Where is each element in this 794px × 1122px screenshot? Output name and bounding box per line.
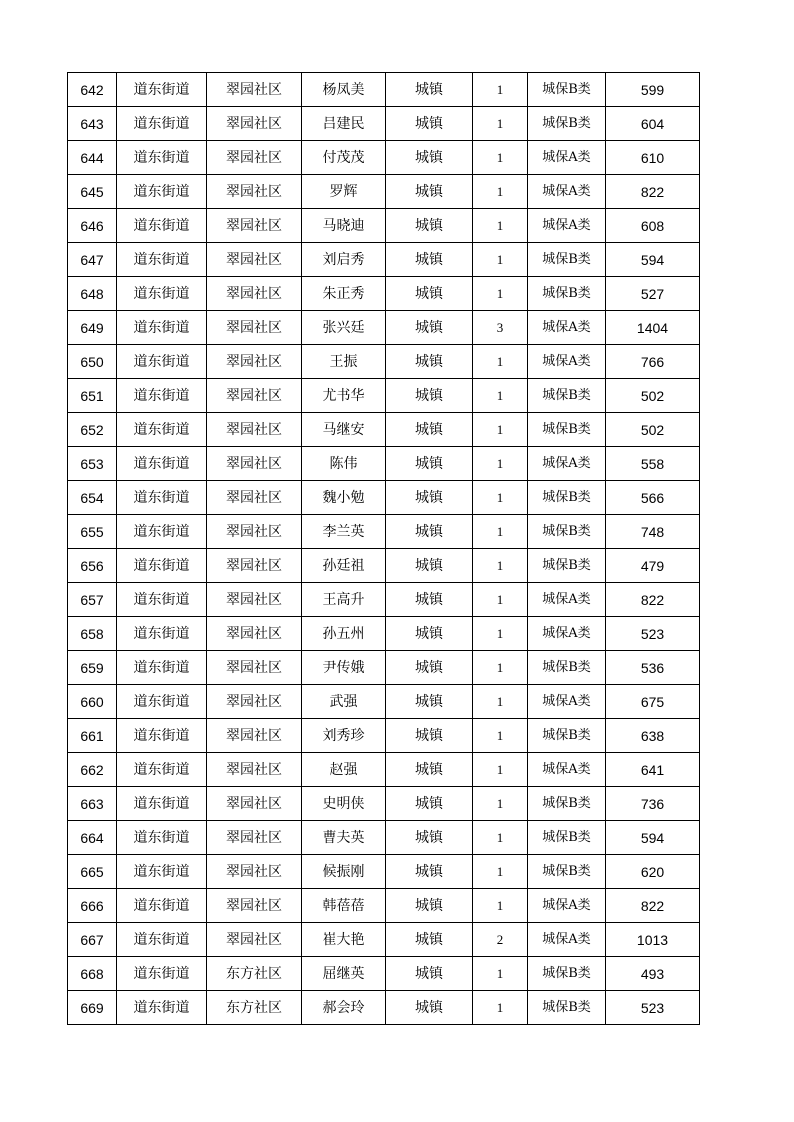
amount-cell: 1013 xyxy=(606,923,700,957)
name-cell: 付茂茂 xyxy=(302,141,386,175)
street-cell: 道东街道 xyxy=(117,957,207,991)
table-row xyxy=(68,73,700,107)
amount-cell: 536 xyxy=(606,651,700,685)
area-type-cell: 城镇 xyxy=(386,685,473,719)
street-cell: 道东街道 xyxy=(117,583,207,617)
household-count-cell: 1 xyxy=(473,855,528,889)
table-row xyxy=(68,141,700,175)
amount-cell: 493 xyxy=(606,957,700,991)
street-cell: 道东街道 xyxy=(117,685,207,719)
household-count-cell: 1 xyxy=(473,447,528,481)
row-number: 643 xyxy=(68,107,117,141)
row-number: 645 xyxy=(68,175,117,209)
table-row xyxy=(68,277,700,311)
area-type-cell: 城镇 xyxy=(386,923,473,957)
street-cell: 道东街道 xyxy=(117,379,207,413)
name-cell: 孙廷祖 xyxy=(302,549,386,583)
household-count-cell: 1 xyxy=(473,379,528,413)
name-cell: 候振刚 xyxy=(302,855,386,889)
amount-cell: 604 xyxy=(606,107,700,141)
household-count-cell: 1 xyxy=(473,583,528,617)
name-cell: 刘秀珍 xyxy=(302,719,386,753)
row-number: 664 xyxy=(68,821,117,855)
community-cell: 翠园社区 xyxy=(207,583,302,617)
community-cell: 翠园社区 xyxy=(207,855,302,889)
row-number: 647 xyxy=(68,243,117,277)
street-cell: 道东街道 xyxy=(117,141,207,175)
name-cell: 陈伟 xyxy=(302,447,386,481)
name-cell: 尤书华 xyxy=(302,379,386,413)
table-row xyxy=(68,243,700,277)
amount-cell: 675 xyxy=(606,685,700,719)
area-type-cell: 城镇 xyxy=(386,515,473,549)
row-number: 668 xyxy=(68,957,117,991)
category-cell: 城保A类 xyxy=(528,141,606,175)
street-cell: 道东街道 xyxy=(117,209,207,243)
name-cell: 吕建民 xyxy=(302,107,386,141)
row-number: 658 xyxy=(68,617,117,651)
household-count-cell: 1 xyxy=(473,345,528,379)
row-number: 661 xyxy=(68,719,117,753)
table-row xyxy=(68,957,700,991)
table-body xyxy=(68,73,700,1025)
category-cell: 城保B类 xyxy=(528,277,606,311)
household-count-cell: 1 xyxy=(473,413,528,447)
household-count-cell: 1 xyxy=(473,141,528,175)
name-cell: 曹夫英 xyxy=(302,821,386,855)
amount-cell: 523 xyxy=(606,617,700,651)
area-type-cell: 城镇 xyxy=(386,651,473,685)
category-cell: 城保A类 xyxy=(528,889,606,923)
table-row xyxy=(68,685,700,719)
table-row xyxy=(68,753,700,787)
table-row xyxy=(68,345,700,379)
street-cell: 道东街道 xyxy=(117,243,207,277)
name-cell: 崔大艳 xyxy=(302,923,386,957)
area-type-cell: 城镇 xyxy=(386,107,473,141)
street-cell: 道东街道 xyxy=(117,719,207,753)
category-cell: 城保A类 xyxy=(528,685,606,719)
area-type-cell: 城镇 xyxy=(386,413,473,447)
street-cell: 道东街道 xyxy=(117,549,207,583)
household-count-cell: 1 xyxy=(473,481,528,515)
community-cell: 翠园社区 xyxy=(207,447,302,481)
street-cell: 道东街道 xyxy=(117,447,207,481)
row-number: 653 xyxy=(68,447,117,481)
community-cell: 东方社区 xyxy=(207,957,302,991)
amount-cell: 620 xyxy=(606,855,700,889)
row-number: 663 xyxy=(68,787,117,821)
area-type-cell: 城镇 xyxy=(386,243,473,277)
street-cell: 道东街道 xyxy=(117,73,207,107)
table-row xyxy=(68,549,700,583)
area-type-cell: 城镇 xyxy=(386,821,473,855)
street-cell: 道东街道 xyxy=(117,787,207,821)
table-row xyxy=(68,413,700,447)
amount-cell: 566 xyxy=(606,481,700,515)
community-cell: 翠园社区 xyxy=(207,515,302,549)
area-type-cell: 城镇 xyxy=(386,141,473,175)
amount-cell: 599 xyxy=(606,73,700,107)
amount-cell: 822 xyxy=(606,175,700,209)
row-number: 654 xyxy=(68,481,117,515)
area-type-cell: 城镇 xyxy=(386,209,473,243)
community-cell: 翠园社区 xyxy=(207,311,302,345)
community-cell: 翠园社区 xyxy=(207,889,302,923)
table-row xyxy=(68,787,700,821)
category-cell: 城保B类 xyxy=(528,991,606,1025)
category-cell: 城保B类 xyxy=(528,787,606,821)
community-cell: 翠园社区 xyxy=(207,413,302,447)
amount-cell: 558 xyxy=(606,447,700,481)
street-cell: 道东街道 xyxy=(117,753,207,787)
household-count-cell: 1 xyxy=(473,651,528,685)
street-cell: 道东街道 xyxy=(117,311,207,345)
area-type-cell: 城镇 xyxy=(386,889,473,923)
amount-cell: 594 xyxy=(606,243,700,277)
name-cell: 张兴廷 xyxy=(302,311,386,345)
name-cell: 赵强 xyxy=(302,753,386,787)
household-count-cell: 1 xyxy=(473,685,528,719)
area-type-cell: 城镇 xyxy=(386,175,473,209)
area-type-cell: 城镇 xyxy=(386,379,473,413)
name-cell: 魏小勉 xyxy=(302,481,386,515)
name-cell: 韩蓓蓓 xyxy=(302,889,386,923)
street-cell: 道东街道 xyxy=(117,991,207,1025)
community-cell: 翠园社区 xyxy=(207,175,302,209)
area-type-cell: 城镇 xyxy=(386,787,473,821)
row-number: 667 xyxy=(68,923,117,957)
name-cell: 屈继英 xyxy=(302,957,386,991)
row-number: 662 xyxy=(68,753,117,787)
amount-cell: 736 xyxy=(606,787,700,821)
table-row xyxy=(68,481,700,515)
household-count-cell: 1 xyxy=(473,821,528,855)
amount-cell: 638 xyxy=(606,719,700,753)
street-cell: 道东街道 xyxy=(117,821,207,855)
table-row xyxy=(68,651,700,685)
community-cell: 翠园社区 xyxy=(207,549,302,583)
area-type-cell: 城镇 xyxy=(386,447,473,481)
category-cell: 城保B类 xyxy=(528,481,606,515)
name-cell: 刘启秀 xyxy=(302,243,386,277)
area-type-cell: 城镇 xyxy=(386,311,473,345)
name-cell: 郝会玲 xyxy=(302,991,386,1025)
community-cell: 翠园社区 xyxy=(207,107,302,141)
category-cell: 城保B类 xyxy=(528,379,606,413)
table-row xyxy=(68,617,700,651)
area-type-cell: 城镇 xyxy=(386,719,473,753)
area-type-cell: 城镇 xyxy=(386,957,473,991)
street-cell: 道东街道 xyxy=(117,617,207,651)
area-type-cell: 城镇 xyxy=(386,277,473,311)
row-number: 646 xyxy=(68,209,117,243)
category-cell: 城保B类 xyxy=(528,855,606,889)
household-count-cell: 1 xyxy=(473,719,528,753)
category-cell: 城保A类 xyxy=(528,175,606,209)
household-count-cell: 1 xyxy=(473,889,528,923)
category-cell: 城保A类 xyxy=(528,311,606,345)
table-row xyxy=(68,991,700,1025)
name-cell: 武强 xyxy=(302,685,386,719)
table-row xyxy=(68,889,700,923)
amount-cell: 523 xyxy=(606,991,700,1025)
area-type-cell: 城镇 xyxy=(386,753,473,787)
amount-cell: 527 xyxy=(606,277,700,311)
amount-cell: 766 xyxy=(606,345,700,379)
table-row xyxy=(68,821,700,855)
category-cell: 城保A类 xyxy=(528,617,606,651)
household-count-cell: 1 xyxy=(473,787,528,821)
community-cell: 翠园社区 xyxy=(207,787,302,821)
area-type-cell: 城镇 xyxy=(386,855,473,889)
name-cell: 孙五州 xyxy=(302,617,386,651)
table-row xyxy=(68,107,700,141)
community-cell: 翠园社区 xyxy=(207,379,302,413)
amount-cell: 748 xyxy=(606,515,700,549)
household-count-cell: 1 xyxy=(473,617,528,651)
household-count-cell: 1 xyxy=(473,209,528,243)
amount-cell: 822 xyxy=(606,583,700,617)
street-cell: 道东街道 xyxy=(117,413,207,447)
community-cell: 东方社区 xyxy=(207,991,302,1025)
category-cell: 城保B类 xyxy=(528,107,606,141)
category-cell: 城保B类 xyxy=(528,821,606,855)
community-cell: 翠园社区 xyxy=(207,753,302,787)
street-cell: 道东街道 xyxy=(117,889,207,923)
row-number: 660 xyxy=(68,685,117,719)
street-cell: 道东街道 xyxy=(117,651,207,685)
community-cell: 翠园社区 xyxy=(207,685,302,719)
category-cell: 城保B类 xyxy=(528,719,606,753)
name-cell: 李兰英 xyxy=(302,515,386,549)
table-row xyxy=(68,379,700,413)
household-count-cell: 1 xyxy=(473,243,528,277)
household-count-cell: 1 xyxy=(473,991,528,1025)
category-cell: 城保B类 xyxy=(528,515,606,549)
area-type-cell: 城镇 xyxy=(386,73,473,107)
row-number: 650 xyxy=(68,345,117,379)
amount-cell: 594 xyxy=(606,821,700,855)
category-cell: 城保A类 xyxy=(528,583,606,617)
community-cell: 翠园社区 xyxy=(207,617,302,651)
category-cell: 城保B类 xyxy=(528,957,606,991)
table-row xyxy=(68,311,700,345)
community-cell: 翠园社区 xyxy=(207,821,302,855)
row-number: 649 xyxy=(68,311,117,345)
amount-cell: 502 xyxy=(606,413,700,447)
household-count-cell: 1 xyxy=(473,549,528,583)
community-cell: 翠园社区 xyxy=(207,243,302,277)
table-row xyxy=(68,719,700,753)
street-cell: 道东街道 xyxy=(117,855,207,889)
community-cell: 翠园社区 xyxy=(207,651,302,685)
amount-cell: 822 xyxy=(606,889,700,923)
amount-cell: 502 xyxy=(606,379,700,413)
community-cell: 翠园社区 xyxy=(207,141,302,175)
street-cell: 道东街道 xyxy=(117,515,207,549)
area-type-cell: 城镇 xyxy=(386,345,473,379)
row-number: 665 xyxy=(68,855,117,889)
category-cell: 城保A类 xyxy=(528,209,606,243)
street-cell: 道东街道 xyxy=(117,107,207,141)
row-number: 652 xyxy=(68,413,117,447)
area-type-cell: 城镇 xyxy=(386,991,473,1025)
name-cell: 罗辉 xyxy=(302,175,386,209)
name-cell: 王高升 xyxy=(302,583,386,617)
row-number: 656 xyxy=(68,549,117,583)
household-count-cell: 1 xyxy=(473,277,528,311)
street-cell: 道东街道 xyxy=(117,481,207,515)
area-type-cell: 城镇 xyxy=(386,583,473,617)
category-cell: 城保B类 xyxy=(528,549,606,583)
amount-cell: 641 xyxy=(606,753,700,787)
name-cell: 朱正秀 xyxy=(302,277,386,311)
household-count-cell: 1 xyxy=(473,107,528,141)
amount-cell: 1404 xyxy=(606,311,700,345)
row-number: 651 xyxy=(68,379,117,413)
area-type-cell: 城镇 xyxy=(386,549,473,583)
household-count-cell: 3 xyxy=(473,311,528,345)
category-cell: 城保A类 xyxy=(528,345,606,379)
category-cell: 城保B类 xyxy=(528,73,606,107)
area-type-cell: 城镇 xyxy=(386,481,473,515)
community-cell: 翠园社区 xyxy=(207,209,302,243)
household-count-cell: 1 xyxy=(473,73,528,107)
community-cell: 翠园社区 xyxy=(207,277,302,311)
amount-cell: 610 xyxy=(606,141,700,175)
row-number: 655 xyxy=(68,515,117,549)
area-type-cell: 城镇 xyxy=(386,617,473,651)
name-cell: 尹传娥 xyxy=(302,651,386,685)
category-cell: 城保B类 xyxy=(528,651,606,685)
row-number: 659 xyxy=(68,651,117,685)
household-count-cell: 2 xyxy=(473,923,528,957)
community-cell: 翠园社区 xyxy=(207,719,302,753)
name-cell: 王振 xyxy=(302,345,386,379)
household-count-cell: 1 xyxy=(473,175,528,209)
community-cell: 翠园社区 xyxy=(207,345,302,379)
household-count-cell: 1 xyxy=(473,515,528,549)
table-row xyxy=(68,209,700,243)
community-cell: 翠园社区 xyxy=(207,73,302,107)
category-cell: 城保B类 xyxy=(528,243,606,277)
table-row xyxy=(68,583,700,617)
row-number: 669 xyxy=(68,991,117,1025)
community-cell: 翠园社区 xyxy=(207,481,302,515)
category-cell: 城保A类 xyxy=(528,753,606,787)
amount-cell: 608 xyxy=(606,209,700,243)
name-cell: 马继安 xyxy=(302,413,386,447)
table-row xyxy=(68,175,700,209)
category-cell: 城保B类 xyxy=(528,413,606,447)
category-cell: 城保A类 xyxy=(528,923,606,957)
row-number: 642 xyxy=(68,73,117,107)
name-cell: 史明侠 xyxy=(302,787,386,821)
data-table xyxy=(67,72,700,1025)
table-row xyxy=(68,923,700,957)
household-count-cell: 1 xyxy=(473,957,528,991)
street-cell: 道东街道 xyxy=(117,923,207,957)
row-number: 648 xyxy=(68,277,117,311)
table-row xyxy=(68,855,700,889)
table-row xyxy=(68,447,700,481)
category-cell: 城保A类 xyxy=(528,447,606,481)
street-cell: 道东街道 xyxy=(117,175,207,209)
street-cell: 道东街道 xyxy=(117,345,207,379)
row-number: 644 xyxy=(68,141,117,175)
community-cell: 翠园社区 xyxy=(207,923,302,957)
name-cell: 杨凤美 xyxy=(302,73,386,107)
table-row xyxy=(68,515,700,549)
name-cell: 马晓迪 xyxy=(302,209,386,243)
row-number: 666 xyxy=(68,889,117,923)
row-number: 657 xyxy=(68,583,117,617)
street-cell: 道东街道 xyxy=(117,277,207,311)
household-count-cell: 1 xyxy=(473,753,528,787)
amount-cell: 479 xyxy=(606,549,700,583)
